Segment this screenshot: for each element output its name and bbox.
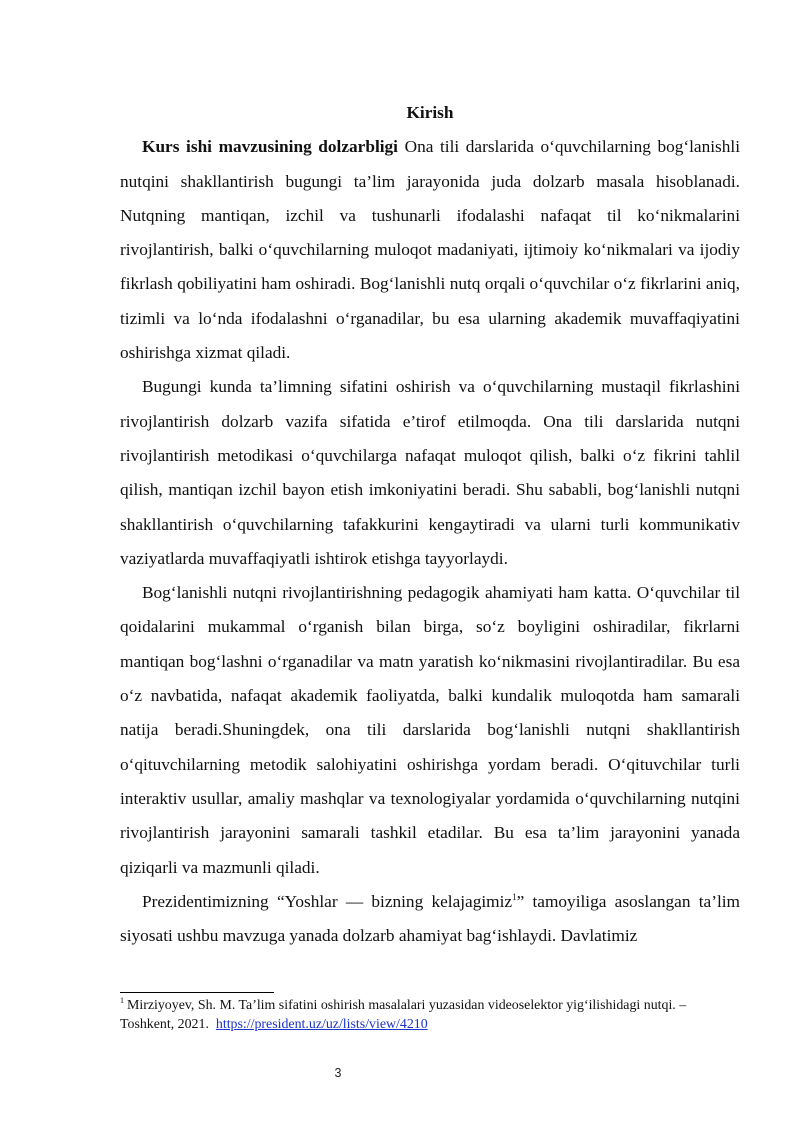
paragraph-4 xyxy=(120,885,740,954)
footnote-reference[interactable]: 1 xyxy=(512,892,517,903)
footnote-separator xyxy=(120,992,274,993)
paragraph-1 xyxy=(120,130,740,370)
paragraph-text: Ona tili darslarida o‘quvchilarning bog‘lanishli nutqini shakllantirish bugungi ta’lim jarayonida juda dolzarb masala hisoblanadi. Nutqning mantiqan, izchil va tushunarli ifodalashi nafaqat til ko‘nikmalarini rivojlantirish, balki o‘quvchilarning muloqot madaniyati, ijtimoiy ko‘nikmalari va ijodiy fikrlash qobiliyatini ham oshiradi. Bog‘lanishli nutq orqali o‘quvchilar o‘z fikrlarini aniq, tizimli va lo‘nda ifodalashni o‘rganadilar, bu esa ularning akademik muvaffaqiyatini oshirishga xizmat qiladi. xyxy=(120,137,741,363)
footnote-link[interactable]: https://president.uz/uz/lists/view/4210 xyxy=(215,1017,428,1032)
page-body xyxy=(120,96,740,953)
footnote-text: Mirziyoyev, Sh. M. Ta’lim sifatini oshirish masalalari yuzasidan videoselektor yig‘ilishidagi nutqi. – Toshkent, 2021. xyxy=(120,998,687,1032)
paragraph-2: Bugungi kunda ta’limning sifatini oshirish va o‘quvchilarning mustaqil fikrlashini rivojlantirish dolzarb vazifa sifatida e’tirof etilmoqda. Ona tili darslarida nutqni rivojlantirish metodikasi o‘quvchilarga nafaqat muloqot qilish, balki o‘z fikrini tahlil qilish, mantiqan izchil bayon etish imkoniyatini beradi. Shu sababli, bog‘lanishli nutqni shakllantirish o‘quvchilarning tafakkurini kengaytiradi va ularni turli kommunikativ vaziyatlarda muvaffaqiyatli ishtirok etishga tayyorlaydi. xyxy=(120,377,740,568)
footnote-marker: 1 xyxy=(120,996,124,1006)
footnote xyxy=(120,996,740,1034)
section-title: Kirish xyxy=(406,103,454,122)
paragraph-text-before: Prezidentimizning “Yoshlar — bizning kelajagimiz xyxy=(142,891,513,911)
paragraph-text-after: ” tamoyiliga asoslangan ta’lim siyosati ushbu mavzuga yanada dolzarb ahamiyat bag‘ishlaydi. Davlatimiz xyxy=(120,891,741,946)
paragraph-3: Bog‘lanishli nutqni rivojlantirishning pedagogik ahamiyati ham katta. O‘quvchilar til qoidalarini mukammal o‘rganish bilan birga, so‘z boyligini oshiradilar, fikrlarni mantiqan bog‘lashni o‘rganadilar va matn yaratish ko‘nikmasini rivojlantiradilar. Bu esa o‘z navbatida, nafaqat akademik faoliyatda, balki kundalik muloqotda ham samarali natija beradi.Shuningdek, ona tili darslarida bog‘lanishli nutqni shakllantirish o‘qituvchilarning metodik salohiyatini oshirishga yordam beradi. O‘qituvchilar turli interaktiv usullar, amaliy mashqlar va texnologiyalar yordamida o‘quvchilarning nutqini rivojlantirish jarayonini samarali tashkil etadilar. Bu esa ta’lim jarayonini yanada qiziqarli va mazmunli qiladi. xyxy=(120,583,740,877)
page-number-container xyxy=(0,1066,800,1080)
page-number: 3 xyxy=(334,1066,342,1080)
paragraph-lead: Kurs ishi mavzusining dolzarbligi xyxy=(142,137,398,157)
